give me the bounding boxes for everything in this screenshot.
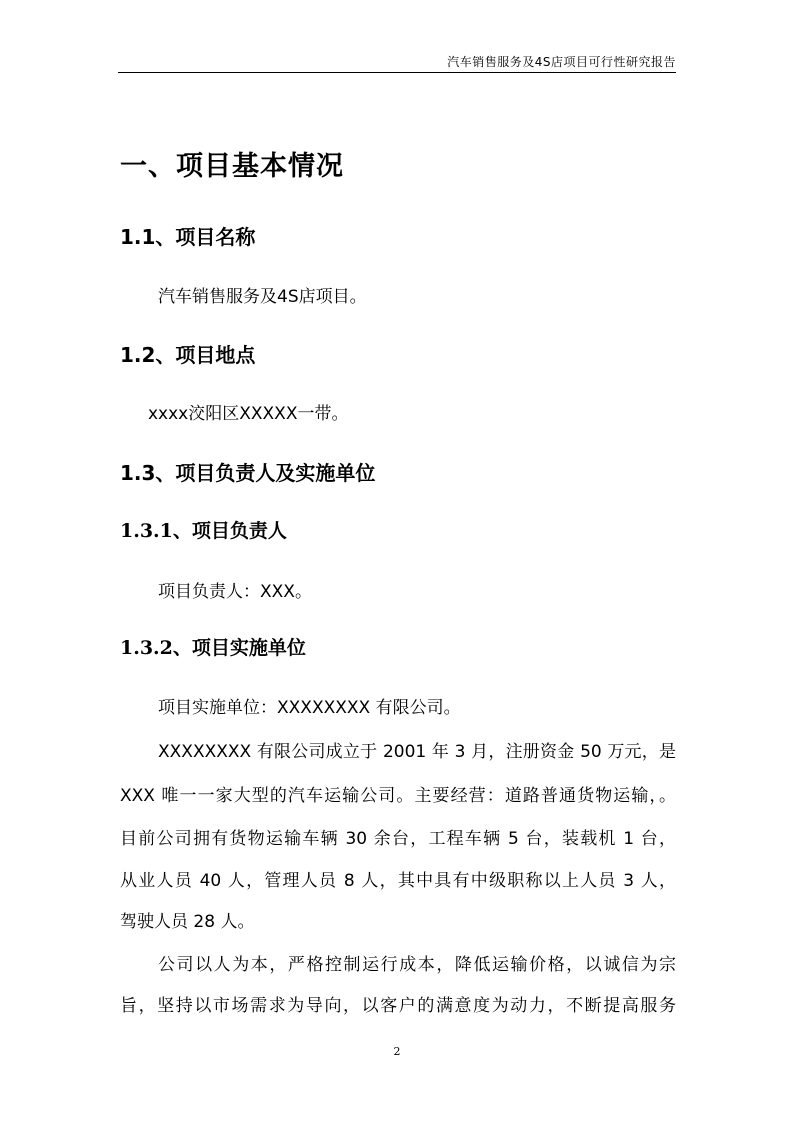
project-location-text: xxxx洨阳区XXXXX一带。 [148, 404, 349, 424]
section-heading-1-1: 1.1、项目名称 [120, 225, 256, 249]
company-intro-line-1: XXXXXXXX 有限公司成立于 2001 年 3 月，注册资金 50 万元，是 [158, 742, 676, 762]
implementing-unit-text: 项目实施单位：XXXXXXXX 有限公司。 [158, 698, 461, 718]
page-number: 2 [393, 1045, 401, 1058]
section-heading-1-3-2: 1.3.2、项目实施单位 [120, 637, 306, 659]
section-heading-1-3: 1.3、项目负责人及实施单位 [120, 461, 376, 485]
project-leader-text: 项目负责人：XXX。 [158, 582, 312, 602]
company-values-line-2: 旨，坚持以市场需求为导向，以客户的满意度为动力，不断提高服务 [120, 996, 676, 1016]
project-name-text: 汽车销售服务及4S店项目。 [158, 287, 367, 307]
section-heading-1-2: 1.2、项目地点 [120, 343, 256, 367]
section-heading-1-3-1: 1.3.1、项目负责人 [120, 520, 287, 542]
company-intro-line-5: 驾驶人员 28 人。 [120, 912, 255, 932]
header-rule [118, 72, 676, 73]
company-intro-line-3: 目前公司拥有货物运输车辆 30 余台，工程车辆 5 台，装载机 1 台， [120, 829, 676, 849]
company-values-line-1: 公司以人为本，严格控制运行成本，降低运输价格，以诚信为宗 [158, 955, 676, 975]
chapter-title: 一、项目基本情况 [120, 151, 344, 182]
company-intro-line-4: 从业人员 40 人，管理人员 8 人，其中具有中级职称以上人员 3 人， [120, 871, 676, 891]
running-header: 汽车销售服务及4S店项目可行性研究报告 [447, 55, 676, 69]
company-intro-line-2: XXX 唯一一家大型的汽车运输公司。主要经营：道路普通货物运输，。 [120, 786, 676, 806]
